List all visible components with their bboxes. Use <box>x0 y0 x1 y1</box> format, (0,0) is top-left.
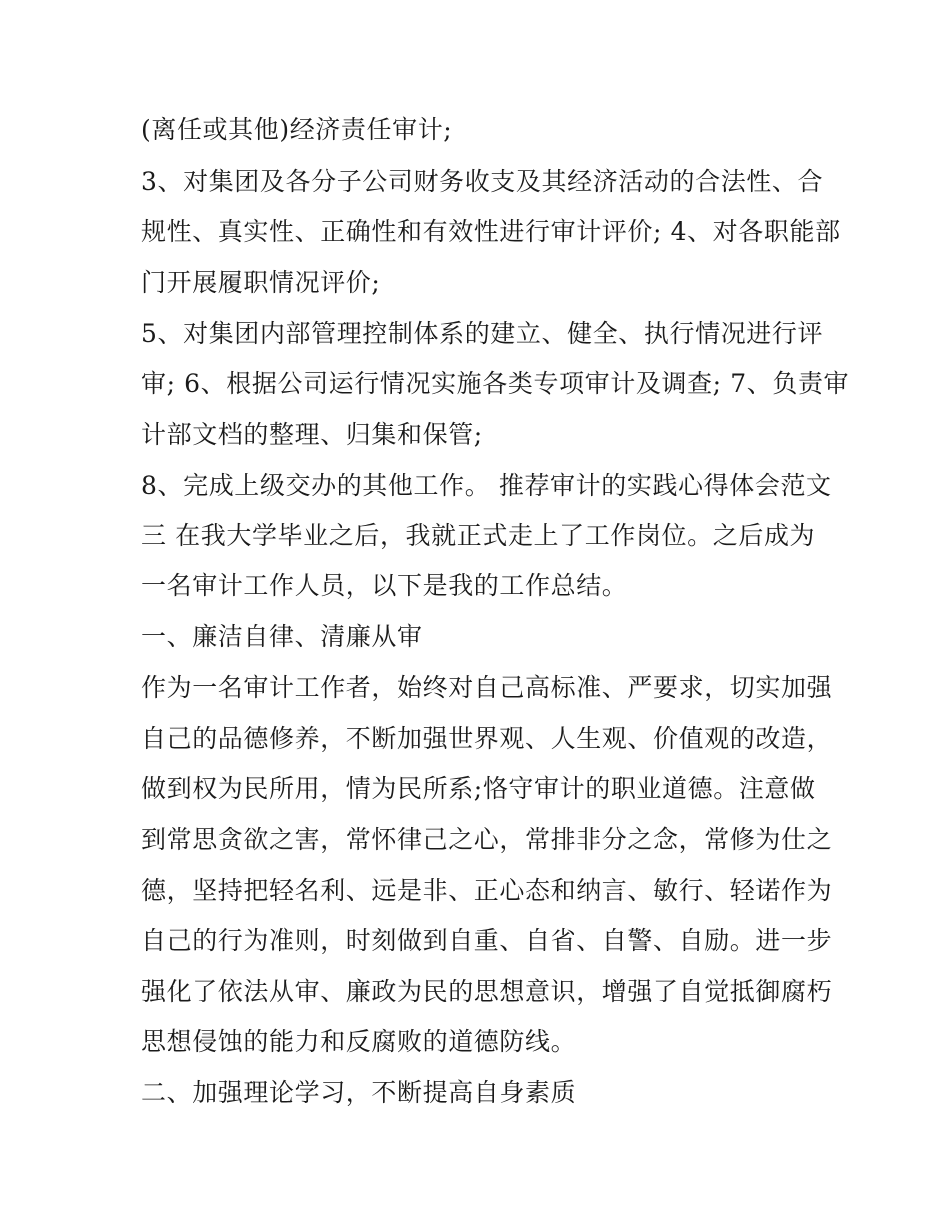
text-line: 思想侵蚀的能力和反腐败的道德防线。 <box>141 1027 577 1056</box>
text-line: 自己的行为准则，时刻做到自重、自省、自警、自励。进一步 <box>141 926 833 955</box>
text-line: 强化了依法从审、廉政为民的思想意识，增强了自觉抵御腐朽 <box>141 977 833 1006</box>
text-line: 审; 6、根据公司运行情况实施各类专项审计及调查; 7、负责审 <box>141 369 850 398</box>
text-line: 5、对集团内部管理控制体系的建立、健全、执行情况进行评 <box>141 319 824 348</box>
text-line: 门开展履职情况评价; <box>141 268 381 297</box>
text-line: 作为一名审计工作者，始终对自己高标准、严要求，切实加强 <box>141 673 833 702</box>
text-line: 3、对集团及各分子公司财务收支及其经济活动的合法性、合 <box>141 167 824 196</box>
section-heading: 一、廉洁自律、清廉从审 <box>141 622 423 651</box>
section-heading: 二、加强理论学习，不断提高自身素质 <box>141 1078 577 1107</box>
text-line: 规性、真实性、正确性和有效性进行审计评价; 4、对各职能部 <box>141 217 841 246</box>
text-line: 做到权为民所用，情为民所系;恪守审计的职业道德。注意做 <box>141 774 816 803</box>
text-line: 8、完成上级交办的其他工作。 推荐审计的实践心得体会范文 <box>141 471 832 500</box>
text-line: 到常思贪欲之害，常怀律己之心，常排非分之念，常修为仕之 <box>141 825 833 854</box>
text-line: 自己的品德修养，不断加强世界观、人生观、价值观的改造， <box>141 724 833 753</box>
text-line: 三 在我大学毕业之后，我就正式走上了工作岗位。之后成为 <box>141 521 816 550</box>
text-line: 德，坚持把轻名利、远是非、正心态和纳言、敏行、轻诺作为 <box>141 876 833 905</box>
text-line: 一名审计工作人员，以下是我的工作总结。 <box>141 571 628 600</box>
text-line: 计部文档的整理、归集和保管; <box>141 420 483 449</box>
text-line: (离任或其他)经济责任审计; <box>141 115 453 144</box>
